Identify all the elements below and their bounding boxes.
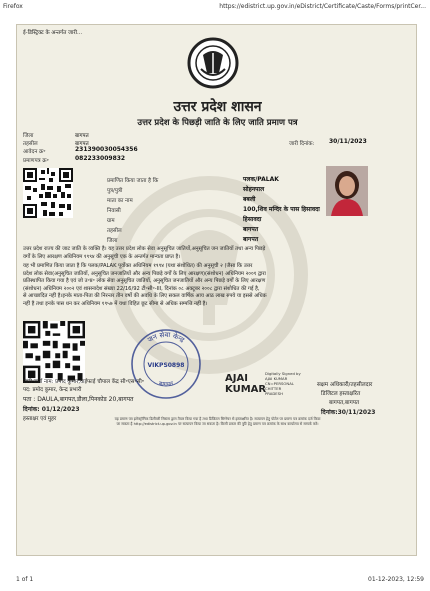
stamp-top-text: जन सेवा केन्द्र <box>146 330 186 345</box>
signed-note: ई-डिस्ट्रिक्ट के अन्तर्गत जारी... <box>23 30 83 36</box>
digital-signature-name <box>225 373 266 395</box>
digital-sign-detail: CHITTER <box>265 386 282 391</box>
field-value-mother: बबली <box>243 196 256 203</box>
officer-digital: डिजिटल हस्ताक्षरित <box>321 391 361 397</box>
certification-line: प्रतिस्थापित किया गया है एवं जो उ॰प्र॰ लोक सेवा अनुसूचित जातियों, अनुसूचित जनजातियों और अन्य पिछड़े वर्गों के लिए आरक्षण <box>23 278 266 285</box>
stamp-id-text: VIKPS0898 <box>147 362 185 369</box>
issuer-name: जारी कर्ता नाम: प्रमोद कुमार,वाईफाई चौपाल केंद्र सी॰एस॰सी॰ <box>23 379 145 385</box>
footnote-line: जा सकता है http://edistrict.up.gov.in पर सत्यापन किया जा सकता है। किसी प्रकार की त्रुटि हेतु प्रमाण पत्र क्रमांक के साथ कार्यालय से सम्पर्क करें। <box>116 422 319 426</box>
caste-line: वर्गों के लिए आरक्षण अधिनियम १९९४ की अनुसूची एक के अन्तर्गत मान्यता प्राप्त है। <box>23 253 181 260</box>
footnote-line: यह प्रमाण पत्र इलेक्ट्रॉनिक डिलीवरी सिस्टम द्वारा तैयार किया गया है तथा डिजिटल सिग्नेचर से हस्ताक्षरित है। सत्यापन हेतु पोर्टल पर प्रमाण पत्र क्रमांक दर्ज किया <box>114 417 321 421</box>
qr-code-icon <box>23 168 73 218</box>
digital-sign-detail: PRADESH <box>265 391 283 396</box>
certificate-sheet <box>16 24 417 556</box>
csc-stamp-icon <box>129 327 203 401</box>
field-label-village: ग्राम <box>107 218 115 224</box>
certification-line: नहीं है तथा इनके पास धन कर अधिनियम १९५७ में यथा विहित छूट सीमा से अधिक सम्पत्ति नहीं है। <box>23 300 208 307</box>
field-value-village: हिसावदा <box>243 216 262 223</box>
field-value-father: सोहनपाल <box>243 186 265 193</box>
issuer-address: पता : DAULA,बागपत,डौला,पिनकोड 20,बागपत <box>23 396 134 403</box>
digital-signature-details <box>265 371 301 396</box>
footnote <box>23 417 412 427</box>
application-no-label: आवेदन क्र॰ <box>23 149 46 155</box>
tehsil-value: बागपत <box>75 141 89 147</box>
browser-title: Firefox <box>3 3 23 10</box>
district-label: जिला <box>23 133 34 139</box>
browser-url: https://edistrict.up.gov.in/eDistrict/Certificate/Caste/Forms/printCer... <box>219 3 426 10</box>
field-value-address: 100,शिव मन्दिर के पास हिसावदा <box>243 206 320 213</box>
doc-subtitle: उत्तर प्रदेश के पिछड़ी जाति के लिए जाति प्रमाण पत्र <box>137 118 298 128</box>
district-value: बागपत <box>75 133 89 139</box>
up-emblem-icon <box>187 37 239 89</box>
issue-date-label: जारी दिनांक: <box>289 141 315 147</box>
caste-paragraph <box>23 246 415 261</box>
certificate-no-value: 082233009832 <box>75 155 126 162</box>
application-no-value: 231390030054356 <box>75 146 138 153</box>
field-value-tehsil: बागपत <box>243 226 259 233</box>
digital-sign-detail: Digitally Signed by <box>265 371 301 376</box>
field-label-mother: माता का नाम <box>107 198 133 204</box>
certificate-no-label: प्रमाणपत्र क्र॰ <box>23 158 49 164</box>
digital-sign-line1: AJAI <box>225 373 248 384</box>
field-value-district: बागपत <box>243 236 259 243</box>
issue-date-value: 30/11/2023 <box>329 138 367 145</box>
field-value-name: पलक/PALAK <box>243 176 279 183</box>
certification-line: प्रदेश लोक सेवा(अनुसूचित जातियों, अनुसूचित जनजातियों और अन्य पिछड़े वर्गों के लिए आरक्षण)(संशोधन) अधिनियम २००१ द्वारा <box>23 270 266 277</box>
svg-text:बागपत <box>158 380 174 388</box>
certification-paragraph <box>23 263 415 309</box>
field-label-resident: निवासी <box>107 208 121 214</box>
print-timestamp: 01-12-2023, 12:59 <box>368 576 424 583</box>
field-label-child-of: पुत्र/पुत्री <box>107 188 123 194</box>
tehsil-label: तहसील <box>23 141 38 147</box>
officer-location: बागपत,बागपत <box>329 400 360 406</box>
certification-line: (संशोधन) अधिनियम २००२ एवं शासनादेश संख्या 22/16/92 टी॰सी॰-III, दिनांक ०८ अक्टूबर २००८ द्वारा संशोधित की गई है, <box>23 285 260 292</box>
verification-qr-icon <box>23 321 85 383</box>
field-label-tehsil: तहसील <box>107 228 122 234</box>
stamp-bottom-text: बागपत <box>158 380 174 389</box>
doc-title: उत्तर प्रदेश शासन <box>173 99 262 115</box>
officer-designation: सक्षम अधिकारी/तहसीलदार <box>317 382 373 388</box>
field-label-district: जिला <box>107 238 118 244</box>
issuer-date: दिनांक: 01/12/2023 <box>23 406 80 413</box>
field-label-certified: प्रमाणित किया जाता है कि <box>107 178 159 184</box>
issuer-post: पद: प्रमोद कुमार, केन्द्र प्रभारी <box>23 387 82 393</box>
digital-sign-line2: KUMAR <box>225 384 267 395</box>
digital-sign-detail: AJAI KUMAR <box>265 376 288 381</box>
certification-line: यह भी प्रमाणित किया जाता है कि पलक/PALAK पूर्वोक्त अधिनियम १९९४ (यथा संशोधित) की अनुसूची २ (जैसा कि उत्तर <box>23 263 253 269</box>
officer-date: दिनांक:30/11/2023 <box>321 409 376 416</box>
issuer-signature-label: हस्ताक्षर एवं मुहर <box>23 416 57 422</box>
applicant-photo <box>326 166 368 216</box>
page-count: 1 of 1 <box>16 576 34 583</box>
caste-line: उत्तर प्रदेश राज्य की जाट जाति के व्यक्ति है। यह उत्तर प्रदेश लोक सेवा अनुसूचित जातियों,अनुसूचित जन जातियों तथा अन्य पिछड़े <box>23 246 266 252</box>
digital-sign-detail: CN=PERSONAL <box>265 381 294 386</box>
certification-line: से आच्छादित नहीं है।इनके माता-पिता की निरन्तर तीन वर्षो की अवधि के लिए सकल वार्षिक आय आठ लाख रुपये या इससे अधिक <box>23 293 267 300</box>
